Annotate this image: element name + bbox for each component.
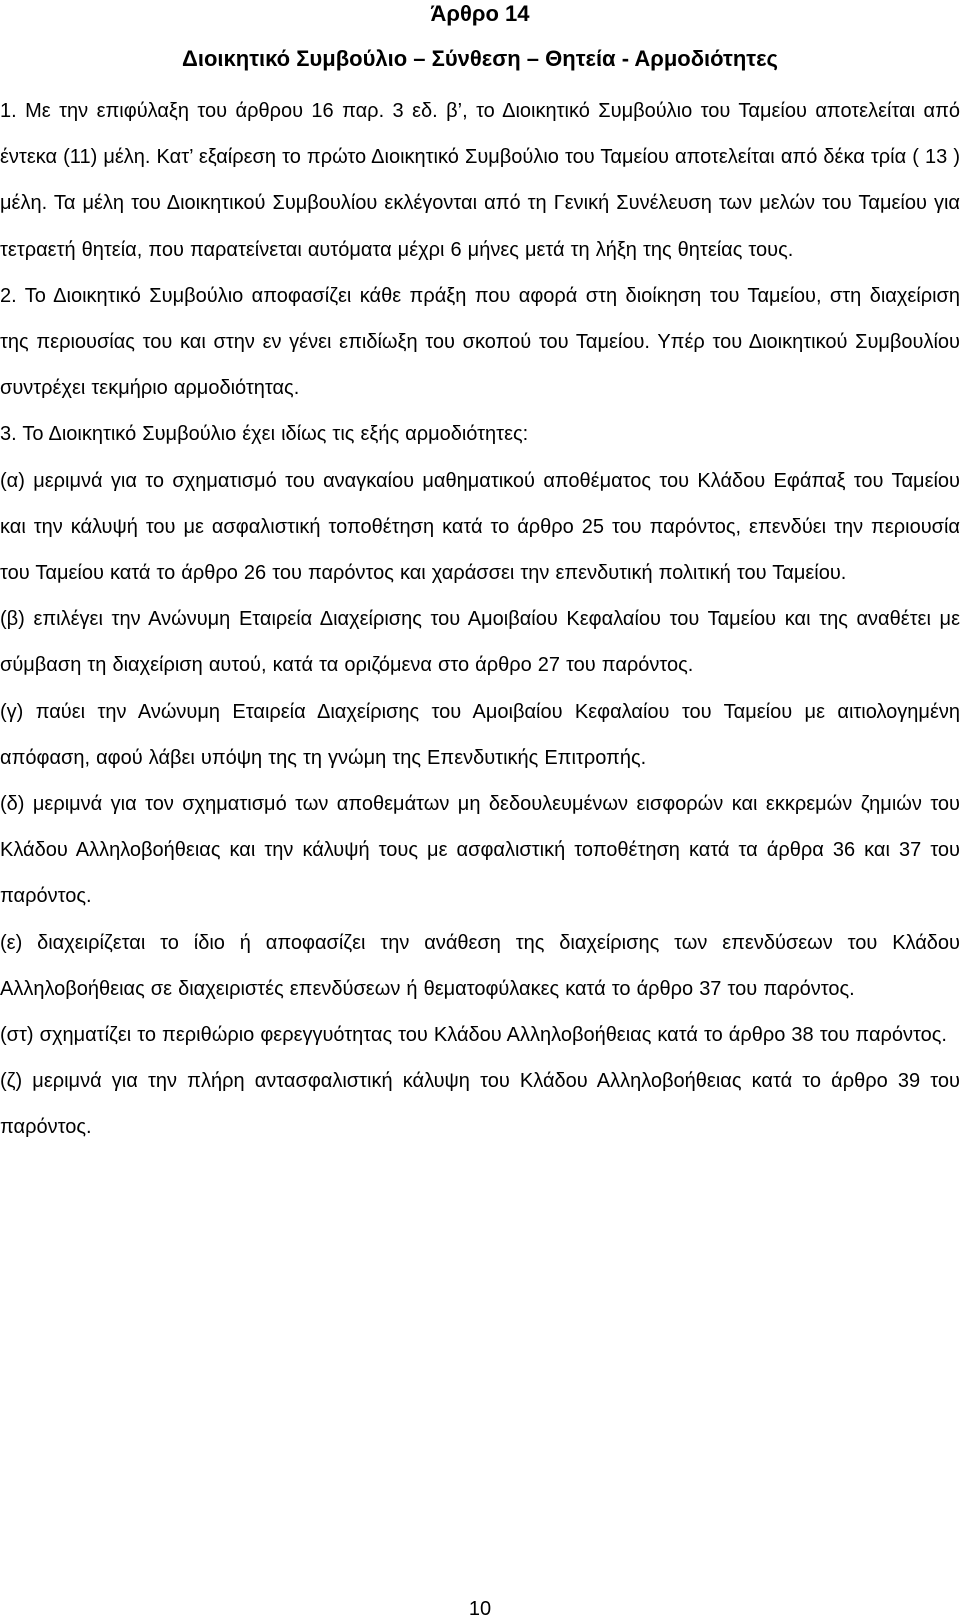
article-subtitle: Διοικητικό Συμβούλιο – Σύνθεση – Θητεία - Αρμοδιότητες (182, 46, 778, 71)
item-c: (γ) παύει την Ανώνυμη Εταιρεία Διαχείρισης του Αμοιβαίου Κεφαλαίου του Ταμείου με αιτιολογημένη απόφαση, αφού λάβει υπόψη της τη γνώμη της Επενδυτικής Επιτροπής. (0, 700, 960, 769)
item-a: (α) μεριμνά για το σχηματισμό του αναγκαίου μαθηματικού αποθέματος του Κλάδου Εφάπαξ του Ταμείου και την κάλυψή του με ασφαλιστική τοποθέτηση κατά το άρθρο 25 του παρόντος, επενδύει την περιουσία του Ταμείου κατά το άρθρο 26 του παρόντος και χαράσσει την επενδυτική πολιτική του Ταμείου. (0, 469, 960, 585)
paragraph-2: 2. Το Διοικητικό Συμβούλιο αποφασίζει κάθε πράξη που αφορά στη διοίκηση του Ταμείου, στη διαχείριση της περιουσίας του και στην εν γένει επιδίωξη του σκοπού του Ταμείου. Υπέρ του Διοικητικού Συμβουλίου συντρέχει τεκμήριο αρμοδιότητας. (0, 284, 960, 400)
item-g: (ζ) μεριμνά για την πλήρη αντασφαλιστική κάλυψη του Κλάδου Αλληλοβοήθειας κατά το άρθρο 39 του παρόντος. (0, 1070, 960, 1139)
article-title: Άρθρο 14 (430, 1, 530, 26)
item-e: (ε) διαχειρίζεται το ίδιο ή αποφασίζει την ανάθεση της διαχείρισης των επενδύσεων του Κλάδου Αλληλοβοήθειας σε διαχειριστές επενδύσεων ή θεματοφύλακες κατά το άρθρο 37 του παρόντος. (0, 931, 960, 1000)
article-body (0, 88, 960, 1151)
item-f: (στ) σχηματίζει το περιθώριο φερεγγυότητας του Κλάδου Αλληλοβοήθειας κατά το άρθρο 38 του παρόντος. (0, 1024, 947, 1047)
page-number: 10 (468, 1598, 492, 1620)
item-b: (β) επιλέγει την Ανώνυμη Εταιρεία Διαχείρισης του Αμοιβαίου Κεφαλαίου του Ταμείου και της αναθέτει με σύμβαση τη διαχείριση αυτού, κατά τα οριζόμενα στο άρθρο 27 του παρόντος. (0, 608, 960, 677)
item-d: (δ) μεριμνά για τον σχηματισμό των αποθεμάτων μη δεδουλευμένων εισφορών και εκκρεμών ζημιών του Κλάδου Αλληλοβοήθειας και την κάλυψή τους με ασφαλιστική τοποθέτηση κατά τα άρθρα 36 και 37 του παρόντος. (0, 793, 960, 908)
paragraph-3: 3. Το Διοικητικό Συμβούλιο έχει ιδίως τις εξής αρμοδιότητες: (0, 423, 529, 446)
paragraph-1: 1. Με την επιφύλαξη του άρθρου 16 παρ. 3 εδ. β’, το Διοικητικό Συμβούλιο του Ταμείου αποτελείται από έντεκα (11) μέλη. Κατ’ εξαίρεση το πρώτο Διοικητικό Συμβούλιο του Ταμείου αποτελείται από δέκα τρία ( 13 ) μέλη. Τα μέλη του Διοικητικού Συμβουλίου εκλέγονται από τη Γενική Συνέλευση των μελών του Ταμείου για τετραετή θητεία, που παρατείνεται αυτόματα μέχρι 6 μήνες μετά τη λήξη της θητείας τους. (0, 100, 960, 261)
